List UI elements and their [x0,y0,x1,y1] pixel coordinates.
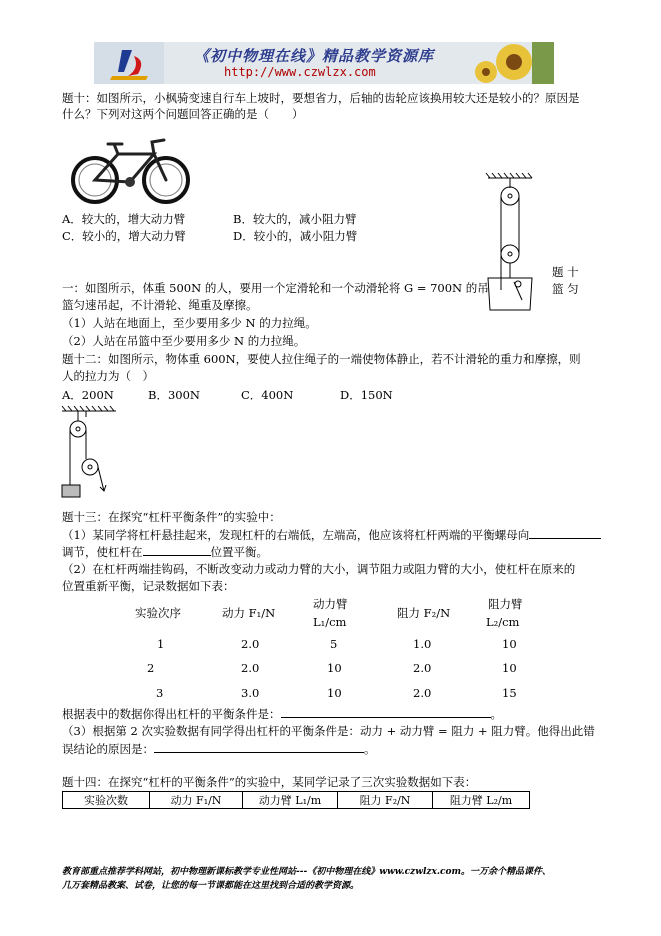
q11-side-label-2: 篮 匀 [552,282,579,296]
q14-header-f1: 动力 F₁/N [150,792,243,809]
q13-blank-reason [154,740,364,753]
table-cell: 2.0 [413,686,432,700]
q14-table [62,791,530,809]
table-cell: 10 [502,661,517,675]
q13-header-f2: 阻力 F₂/N [397,606,451,620]
q13-part1-text-c: 位置平衡。 [210,545,268,559]
banner-title: 《初中物理在线》精品教学资源库 [194,47,435,65]
table-cell: 1.0 [413,637,432,651]
q10-line2: 什么？下列对这两个问题回答正确的是（ ） [62,107,304,121]
table-cell: 1 [157,637,165,651]
q13-part1-line1 [62,526,601,543]
q14-header-l2: 阻力臂 L₂/m [433,792,530,809]
table-cell: 2.0 [413,661,432,675]
q13-part3-line1: （3）根据第 2 次实验数据有同学得出杠杆的平衡条件是：动力 + 动力臂 = 阻力 + 阻力臂。他得出此错 [62,724,595,738]
table-cell: 10 [502,637,517,651]
q12-line2: 人的拉力为（ ） [62,369,154,383]
q13-part1-line2 [62,543,268,560]
q13-part3-period: 。 [364,742,376,756]
q13-part3-line2 [62,740,376,757]
table-cell: 3 [156,686,164,700]
q13-conclusion-text: 根据表中的数据你得出杠杆的平衡条件是： [62,707,281,721]
bicycle-image [68,134,194,208]
q13-conclusion-period: 。 [490,707,502,721]
pulley-basket-figure [484,172,540,312]
q13-header-trial: 实验次序 [135,606,181,620]
q11-line1: 一：如图所示，体重 500N 的人，要用一个定滑轮和一个动滑轮将 G = 700N 的吊 [62,281,489,295]
q13-header-l1-b: L₁/cm [313,615,347,629]
q13-blank-conclusion [281,705,491,718]
q11-line2: 篮匀速吊起，不计滑轮、绳重及摩擦。 [62,298,258,312]
q10-option-b: B．较大的，减小阻力臂 [233,212,357,226]
q10-option-d: D．较小的，减小阻力臂 [233,229,358,243]
q12-option-a: A．200N [62,388,114,402]
q13-part3-text: 误结论的原因是： [62,742,154,756]
q10-option-a: A．较大的，增大动力臂 [62,212,186,226]
q13-part1-text: （1）某同学将杠杆悬挂起来，发现杠杆的右端低，左端高，他应该将杠杆两端的平衡螺母向 [62,528,530,542]
q13-conclusion-line [62,705,502,722]
table-cell: 2.0 [241,661,260,675]
table-cell: 10 [327,661,342,675]
q13-header-l2-b: L₂/cm [486,615,520,629]
q13-blank-position [143,543,211,556]
pulley-weight-figure [60,405,120,501]
q11-sub1: （1）人站在地面上，至少要用多少 N 的力拉绳。 [62,316,317,330]
table-cell: 10 [327,686,342,700]
q12-option-b: B．300N [148,388,200,402]
q13-blank-direction [529,526,601,539]
q10-option-c: C．较小的，增大动力臂 [62,229,186,243]
q13-header-l2-a: 阻力臂 [488,597,523,611]
q13-part2-line2: 位置重新平衡，记录数据如下表： [62,579,235,593]
table-cell: 2 [147,661,155,675]
footer-line2: 几万套精品教案、试卷，让您的每一节课都能在这里找到合适的教学资源。 [62,881,360,891]
q13-header-f1: 动力 F₁/N [222,606,276,620]
q13-title: 题十三：在探究“杠杆平衡条件”的实验中： [62,510,281,524]
table-cell: 15 [502,686,517,700]
q14-header-f2: 阻力 F₂/N [338,792,433,809]
q13-part1-text-b: 调节，使杠杆在 [62,545,143,559]
q13-part2-line1: （2）在杠杆两端挂钩码，不断改变动力或动力臂的大小，调节阻力或阻力臂的大小，使杠杆在原来的 [62,562,576,576]
q10-line1: 题十：如图所示，小枫骑变速自行车上坡时，要想省力，后轴的齿轮应该换用较大还是较小的？原因是 [62,91,580,105]
q11-sub2: （2）人站在吊篮中至少要用多少 N 的力拉绳。 [62,334,306,348]
q14-header-l1: 动力臂 L₁/m [243,792,338,809]
banner-url: http://www.czwlzx.com [224,65,376,79]
table-cell: 5 [330,637,338,651]
q13-header-l1-a: 动力臂 [313,597,348,611]
q14-header-trial: 实验次数 [63,792,150,809]
q12-line1: 题十二：如图所示，物体重 600N，要使人拉住绳子的一端使物体静止，若不计滑轮的重力和摩擦，则 [62,352,581,366]
table-row [63,792,530,809]
q12-option-d: D．150N [340,388,393,402]
table-cell: 3.0 [241,686,260,700]
table-cell: 2.0 [241,637,260,651]
q11-side-label-1: 题 十 [552,265,579,279]
header-banner [94,42,554,84]
q14-title: 题十四：在探究“杠杆的平衡条件”的实验中，某同学记录了三次实验数据如下表： [62,775,477,789]
q12-option-c: C．400N [241,388,294,402]
footer-line1: 教育部重点推荐学科网站，初中物理新课标教学专业性网站---《初中物理在线》www.czwlzx.com。一万余个精品课件、 [62,867,552,877]
